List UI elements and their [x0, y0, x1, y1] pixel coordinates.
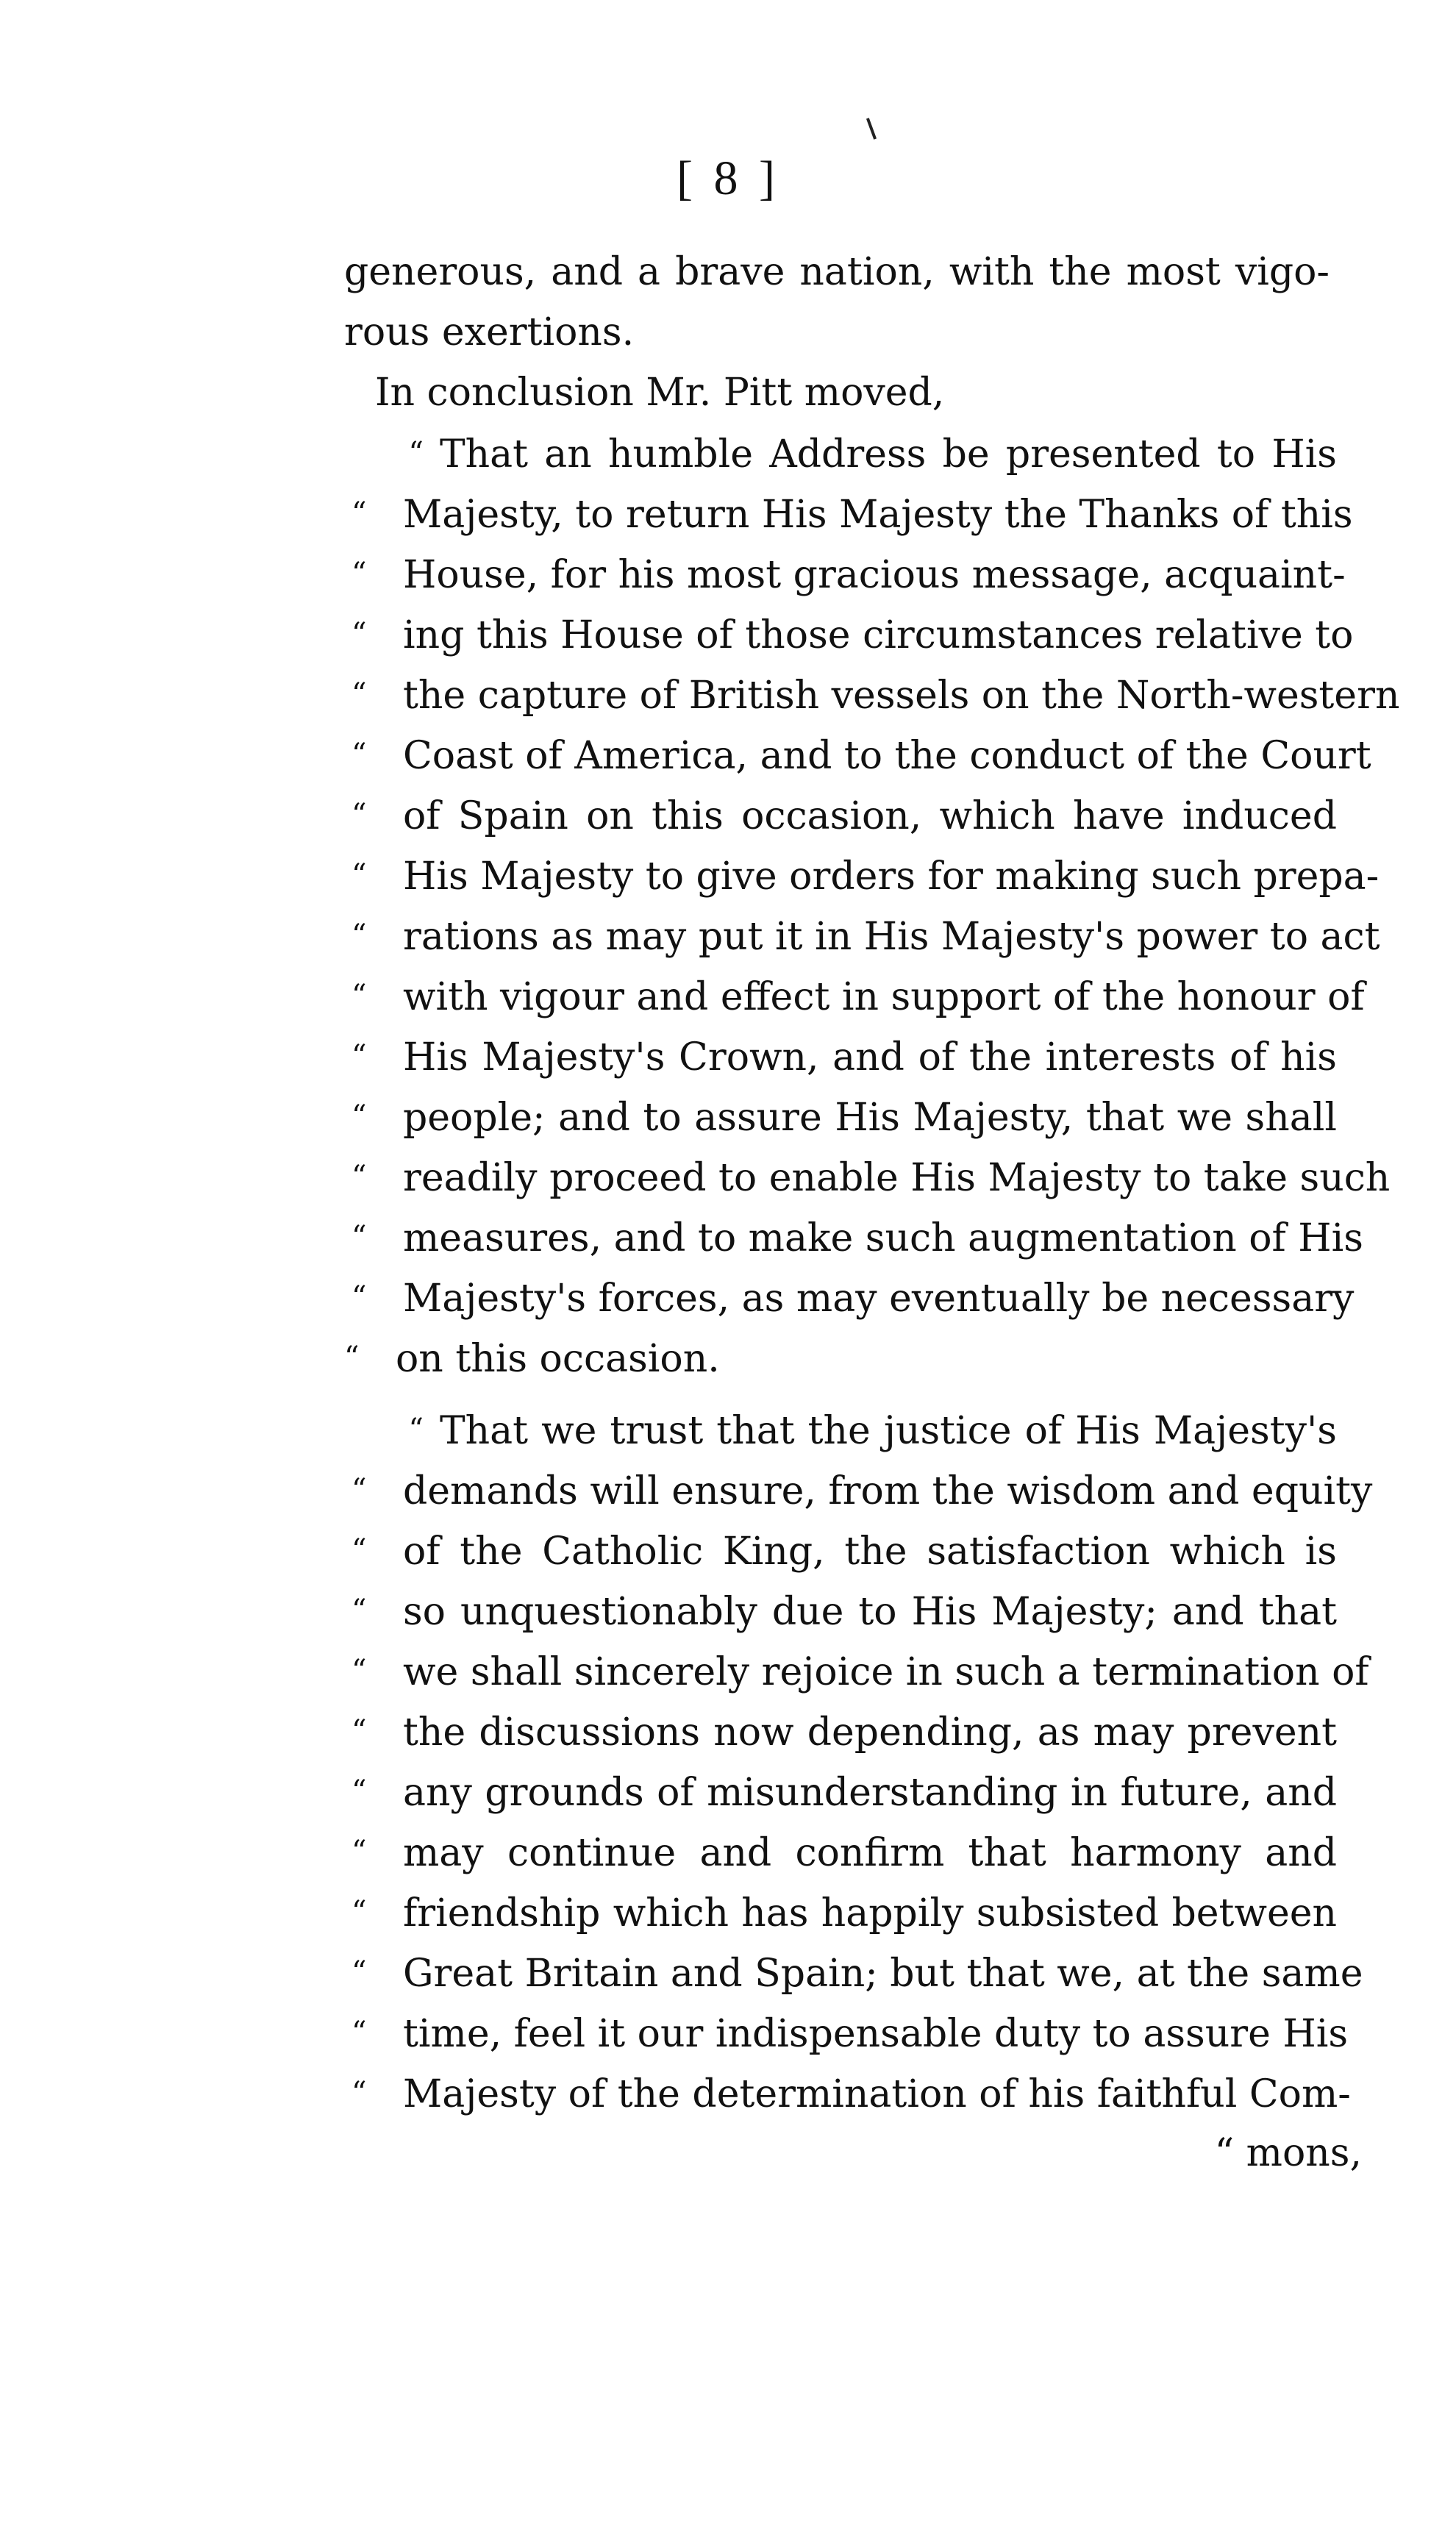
text-line — [351, 913, 1380, 959]
line-text: Majesty, to return His Majesty the Thanks of this — [403, 493, 1353, 537]
text-line — [344, 250, 1330, 294]
text-line — [351, 2071, 1351, 2116]
text-line — [351, 1215, 1363, 1260]
quote-mark: “ — [351, 1654, 367, 1688]
text-line — [351, 1034, 1337, 1080]
quote-mark: “ — [351, 677, 367, 711]
line-text: Coast of America, and to the conduct of the Court — [403, 734, 1371, 778]
quote-mark: “ — [351, 798, 367, 832]
quote-mark: “ — [408, 436, 424, 470]
quote-mark: “ — [351, 1714, 367, 1748]
quote-mark: “ — [351, 1473, 367, 1507]
line-text: That we trust that the justice of His Majesty's — [440, 1409, 1337, 1453]
line-text: of Spain on this occasion, which have induced — [403, 794, 1337, 838]
text-line — [351, 1709, 1337, 1755]
quote-mark: “ — [351, 1533, 367, 1567]
line-text: friendship which has happily subsisted between — [403, 1891, 1337, 1935]
quote-mark: “ — [351, 1955, 367, 1989]
quote-mark: “ — [351, 1774, 367, 1808]
quote-mark: “ — [351, 2076, 367, 2110]
quote-mark: “ — [351, 1835, 367, 1869]
line-text: Great Britain and Spain; but that we, at the same — [403, 1952, 1363, 1996]
line-text: House, for his most gracious message, acquaint- — [403, 553, 1346, 597]
quote-mark: “ — [351, 2016, 367, 2049]
text-line — [351, 552, 1346, 597]
text-line — [351, 974, 1365, 1019]
line-text: readily proceed to enable His Majesty to take such — [403, 1156, 1391, 1200]
quote-mark: “ — [351, 1039, 367, 1073]
line-text: rous exertions. — [344, 310, 635, 354]
text-line — [351, 1528, 1337, 1574]
quote-mark: “ — [351, 617, 367, 651]
text-line — [351, 1275, 1355, 1321]
text-line — [351, 1468, 1373, 1513]
quote-mark: “ — [351, 979, 367, 1013]
line-text: rations as may put it in His Majesty's power to act — [403, 915, 1380, 959]
text-line — [351, 431, 1337, 477]
catchword: “ mons, — [1214, 2131, 1362, 2175]
line-text: the capture of British vessels on the North-western — [403, 674, 1400, 718]
text-line — [351, 1588, 1337, 1634]
line-text: generous, and a brave nation, with the most vigo- — [344, 250, 1330, 294]
quote-mark: “ — [351, 738, 367, 771]
quote-mark: “ — [351, 1895, 367, 1929]
line-text: His Majesty to give orders for making such prepa- — [403, 854, 1380, 899]
text-line — [351, 672, 1400, 718]
line-text: with vigour and effect in support of the honour of — [403, 975, 1365, 1019]
text-line — [351, 612, 1354, 657]
line-text: the discussions now depending, as may prevent — [403, 1710, 1337, 1755]
line-text: measures, and to make such augmentation of His — [403, 1216, 1363, 1260]
page-number: [ 8 ] — [677, 151, 779, 205]
quote-mark: “ — [351, 557, 367, 590]
line-text: on this occasion. — [396, 1337, 720, 1381]
quote-mark: “ — [351, 918, 367, 952]
quote-mark: “ — [408, 1413, 424, 1446]
text-line — [351, 1830, 1337, 1875]
text-line — [351, 1769, 1337, 1815]
quote-mark: “ — [351, 1594, 367, 1627]
ink-mark — [866, 118, 877, 140]
quote-mark: “ — [351, 1280, 367, 1314]
line-text: so unquestionably due to His Majesty; and that — [403, 1590, 1337, 1634]
text-line — [351, 1890, 1337, 1935]
text-line — [351, 1094, 1337, 1140]
line-text: His Majesty's Crown, and of the interests of his — [403, 1035, 1337, 1080]
line-text: demands will ensure, from the wisdom and equity — [403, 1469, 1373, 1513]
text-line — [351, 1407, 1337, 1453]
line-text: ing this House of those circumstances relative to — [403, 613, 1354, 657]
text-line — [351, 853, 1380, 899]
quote-mark: “ — [351, 496, 367, 530]
text-line — [351, 2010, 1349, 2056]
text-line — [351, 732, 1371, 778]
text-line — [351, 793, 1337, 838]
line-text: That an humble Address be presented to His — [440, 432, 1337, 477]
text-line — [351, 1950, 1363, 1996]
line-text: we shall sincerely rejoice in such a termination of — [403, 1650, 1369, 1694]
text-line — [351, 491, 1353, 537]
line-text: time, feel it our indispensable duty to assure His — [403, 2012, 1349, 2056]
text-line — [375, 371, 944, 415]
line-text: Majesty's forces, as may eventually be necessary — [403, 1277, 1355, 1321]
line-text: people; and to assure His Majesty, that we shall — [403, 1096, 1337, 1140]
quote-mark: “ — [344, 1341, 360, 1374]
quote-mark: “ — [351, 858, 367, 892]
quote-mark: “ — [351, 1160, 367, 1193]
text-line — [351, 1155, 1391, 1200]
line-text: of the Catholic King, the satisfaction which is — [403, 1530, 1337, 1574]
quote-mark: “ — [351, 1220, 367, 1254]
text-line — [344, 1335, 720, 1381]
quote-mark: “ — [351, 1099, 367, 1133]
line-text: Majesty of the determination of his faithful Com- — [403, 2072, 1351, 2116]
line-text: may continue and confirm that harmony and — [403, 1831, 1337, 1875]
text-line — [351, 1649, 1369, 1694]
text-line — [344, 310, 634, 354]
line-text: any grounds of misunderstanding in future, and — [403, 1771, 1337, 1815]
line-text: In conclusion Mr. Pitt moved, — [375, 371, 945, 415]
